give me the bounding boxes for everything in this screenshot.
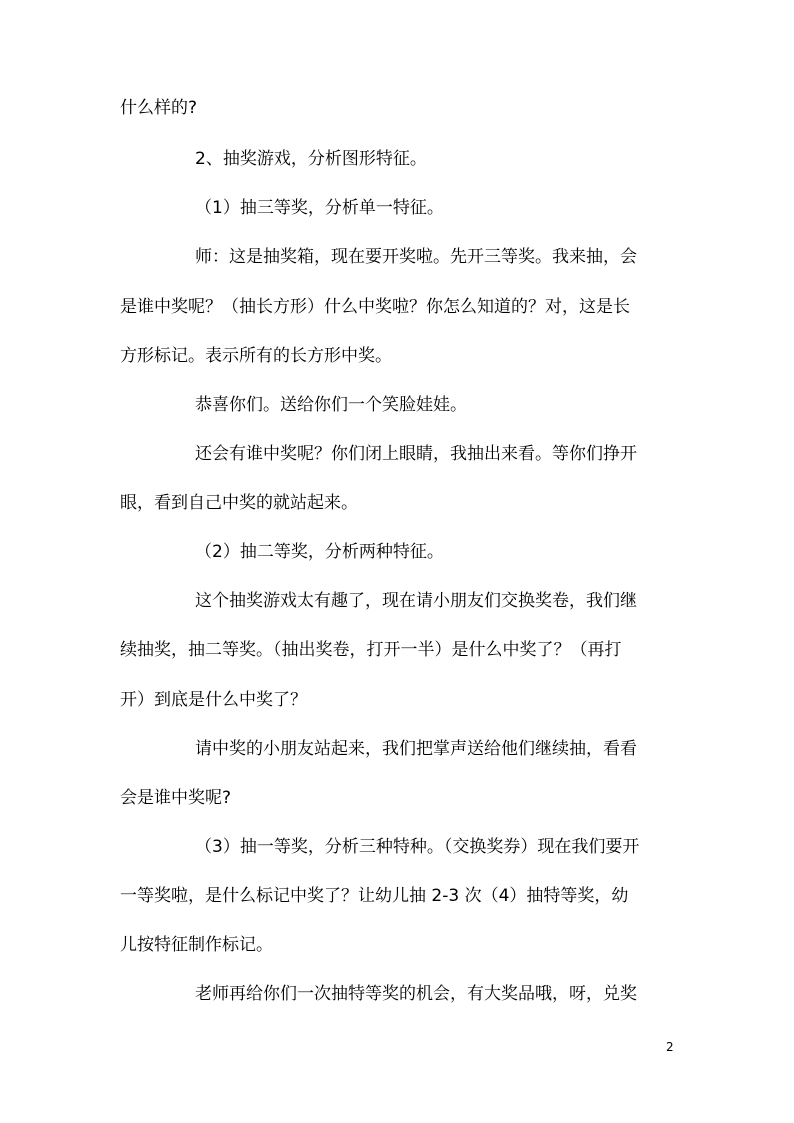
text-line: 开）到底是什么中奖了？ xyxy=(120,690,307,710)
text-line: 还会有谁中奖呢？你们闭上眼睛，我抽出来看。等你们挣开 xyxy=(195,444,637,464)
text-line: 什么样的? xyxy=(120,98,198,118)
text-line: 师：这是抽奖箱，现在要开奖啦。先开三等奖。我来抽，会 xyxy=(195,247,637,267)
text-line: 会是谁中奖呢? xyxy=(120,788,232,808)
text-line: （3）抽一等奖，分析三种特种。（交换奖券）现在我们要开 xyxy=(195,837,640,857)
text-line: 眼，看到自己中奖的就站起来。 xyxy=(120,493,358,513)
text-line: 这个抽奖游戏太有趣了，现在请小朋友们交换奖卷，我们继 xyxy=(195,591,637,611)
text-line: 儿按特征制作标记。 xyxy=(120,935,273,955)
text-line: 请中奖的小朋友站起来，我们把掌声送给他们继续抽，看看 xyxy=(195,739,637,759)
text-line: 续抽奖，抽二等奖。（抽出奖卷，打开一半）是什么中奖了？（再打 xyxy=(120,640,622,660)
section-heading: 2、抽奖游戏，分析图形特征。 xyxy=(195,149,427,169)
text-line: 是谁中奖呢？（抽长方形）什么中奖啦？你怎么知道的？对，这是长 xyxy=(120,297,630,317)
text-line: 老师再给你们一次抽特等奖的机会，有大奖品哦，呀，兑奖 xyxy=(195,984,637,1004)
subsection-heading: （1）抽三等奖，分析单一特征。 xyxy=(195,198,444,218)
text-line: 恭喜你们。送给你们一个笑脸娃娃。 xyxy=(195,395,467,415)
page-number: 2 xyxy=(666,1040,674,1054)
subsection-heading: （2）抽二等奖，分析两种特征。 xyxy=(195,542,444,562)
text-line: 一等奖啦，是什么标记中奖了？让幼儿抽 2-3 次（4）抽特等奖，幼 xyxy=(120,886,629,906)
text-line: 方形标记。表示所有的长方形中奖。 xyxy=(120,346,392,366)
